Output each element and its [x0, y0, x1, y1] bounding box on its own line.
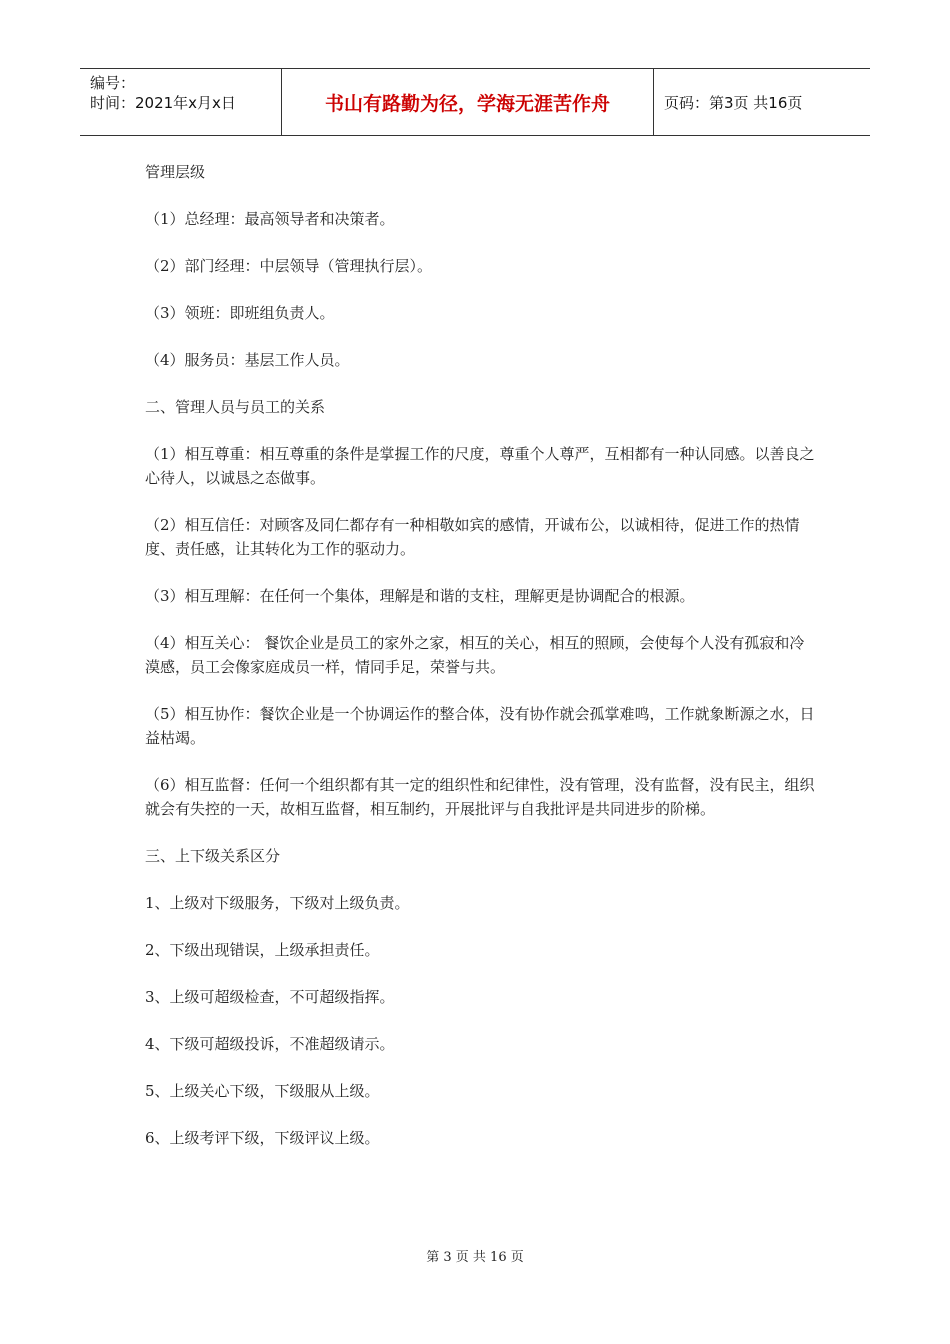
document-header	[80, 68, 870, 136]
number-label: 编号：	[90, 74, 136, 92]
paragraph: 1、上级对下级服务，下级对上级负责。	[145, 894, 410, 912]
paragraph: （6）相互监督：任何一个组织都有其一定的组织性和纪律性，没有管理，没有监督，没有民主，组织就会有失控的一天，故相互监督，相互制约，开展批评与自我批评是共同进步的阶梯。	[145, 776, 815, 818]
section-heading: 三、上下级关系区分	[145, 847, 281, 865]
section-heading: 管理层级	[145, 163, 206, 181]
paragraph: 2、下级出现错误，上级承担责任。	[145, 941, 380, 959]
paragraph: 3、上级可超级检查，不可超级指挥。	[145, 988, 395, 1006]
paragraph: （4）相互关心： 餐饮企业是员工的家外之家，相互的关心，相互的照顾，会使每个人没有孤寂和冷漠感，员工会像家庭成员一样，情同手足，荣誉与共。	[145, 634, 805, 676]
document-body	[145, 160, 815, 1173]
paragraph: （1）总经理：最高领导者和决策者。	[145, 210, 395, 228]
paragraph: （1）相互尊重：相互尊重的条件是掌握工作的尺度，尊重个人尊严，互相都有一种认同感。以善良之心待人，以诚恳之态做事。	[145, 445, 815, 487]
header-meta	[80, 69, 282, 135]
header-motto: 书山有路勤为径，学海无涯苦作舟	[282, 69, 654, 135]
paragraph: （3）相互理解：在任何一个集体，理解是和谐的支柱，理解更是协调配合的根源。	[145, 587, 695, 605]
header-page-info: 页码：第3页 共16页	[664, 93, 803, 112]
paragraph: （2）部门经理：中层领导（管理执行层）。	[145, 257, 433, 275]
paragraph: （2）相互信任：对顾客及同仁都存有一种相敬如宾的感情，开诚布公，以诚相待，促进工作的热情度、责任感，让其转化为工作的驱动力。	[145, 516, 800, 558]
paragraph: 6、上级考评下级，下级评议上级。	[145, 1129, 380, 1147]
paragraph: 4、下级可超级投诉，不准超级请示。	[145, 1035, 395, 1053]
section-heading: 二、管理人员与员工的关系	[145, 398, 326, 416]
time-label: 时间：2021年x月x日	[90, 94, 236, 112]
paragraph: （5）相互协作：餐饮企业是一个协调运作的整合体，没有协作就会孤掌难鸣，工作就象断源之水，日益枯竭。	[145, 705, 815, 747]
page-footer: 第 3 页 共 16 页	[426, 1250, 524, 1265]
paragraph: 5、上级关心下级，下级服从上级。	[145, 1082, 380, 1100]
paragraph: （3）领班：即班组负责人。	[145, 304, 335, 322]
paragraph: （4）服务员：基层工作人员。	[145, 351, 350, 369]
